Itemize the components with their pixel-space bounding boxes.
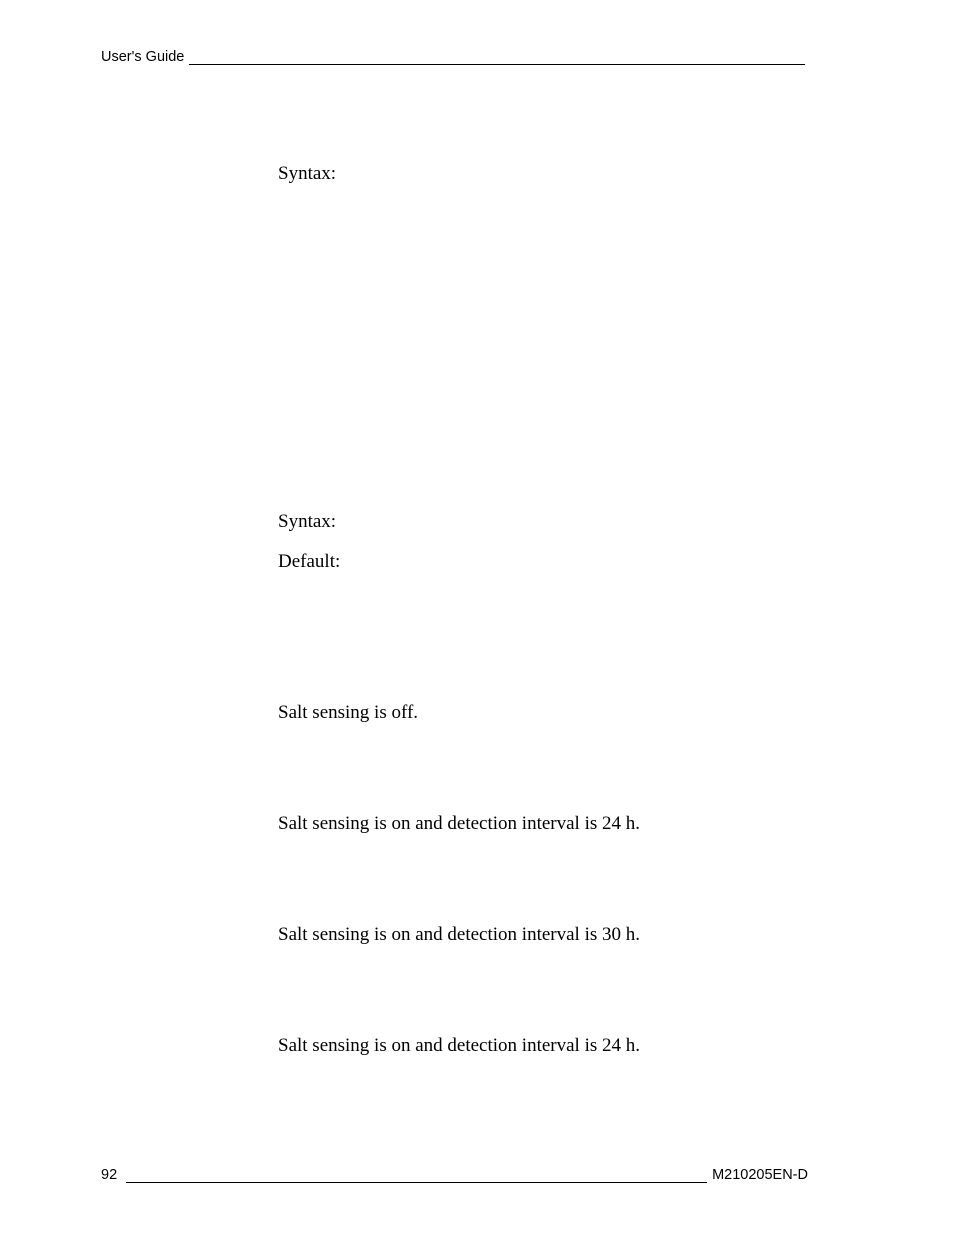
example-description: Salt sensing is on and detection interval is 24 h. [278,1035,641,1056]
page-footer [101,1167,808,1184]
page-number: 92 [101,1167,118,1183]
header-title: User's Guide [101,49,185,65]
default-label: Default: [278,551,341,572]
page-header [101,49,805,66]
example-description: Salt sensing is on and detection interval is 30 h. [278,924,641,945]
header-rule [189,64,805,65]
syntax-label-1: Syntax: [278,163,337,184]
document-code: M210205EN-D [712,1167,808,1183]
example-description: Salt sensing is on and detection interval is 24 h. [278,813,641,834]
syntax-label-2: Syntax: [278,511,337,532]
footer-rule [126,1182,707,1183]
example-description: Salt sensing is off. [278,702,419,723]
